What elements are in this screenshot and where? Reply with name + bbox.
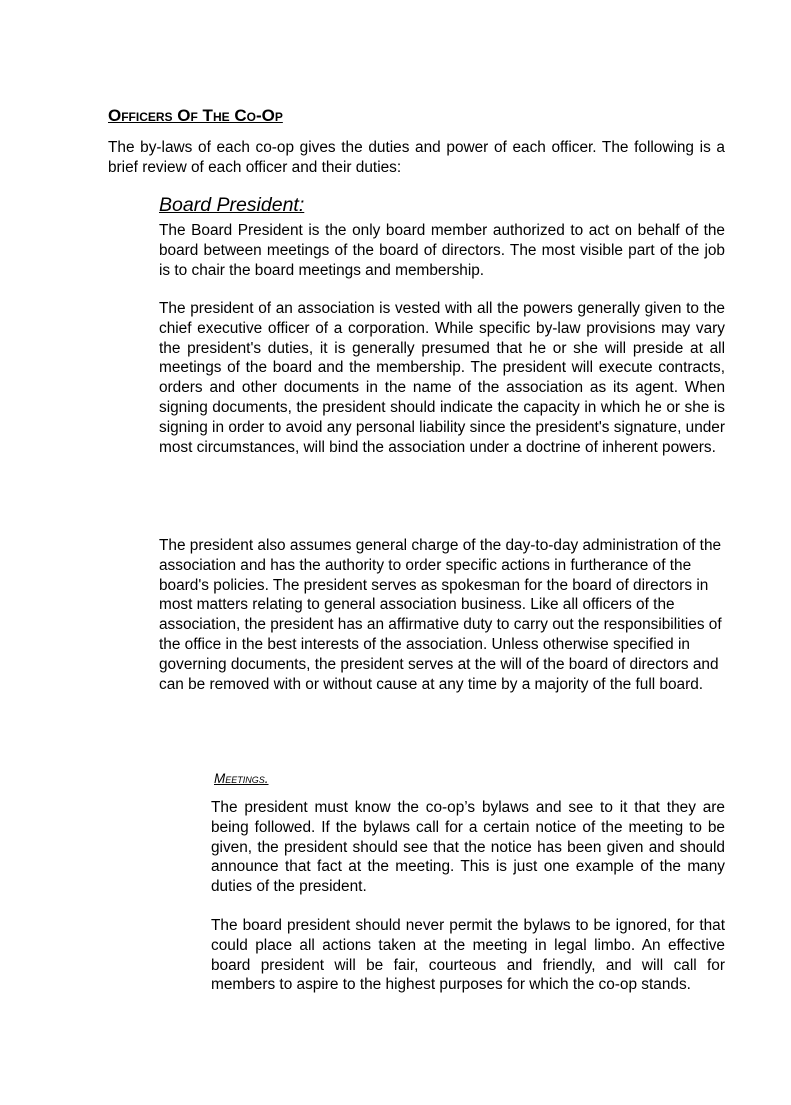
board-president-paragraph-3: The president also assumes general charge of the day-to-day administration of the association and has the authority to order specific actions in furtherance of the board's policies. The president serves as spokesman for the board of directors in most matters relating to general association business. Like all officers of the association, the president has an affirmative duty to carry out the responsibilities of the office in the best interests of the association. Unless otherwise specified in governing documents, the president serves at the will of the board of directors and can be removed with or without cause at any time by a majority of the full board. — [159, 537, 722, 693]
intro-paragraph: The by-laws of each co-op gives the duties and power of each officer. The following is a brief review of each officer and their duties: — [108, 139, 725, 176]
meetings-paragraph-1: The president must know the co-op’s bylaws and see to it that they are being followed. If the bylaws call for a certain notice of the meeting to be given, the president should see that the notice has been given and should announce that fact at the meeting. This is just one example of the many duties of the president. — [211, 799, 725, 896]
board-president-heading: Board President: — [159, 194, 305, 216]
meetings-heading: Meetings. — [214, 771, 269, 786]
board-president-paragraph-2: The president of an association is vested with all the powers generally given to the chief executive officer of a corporation. While specific by-law provisions may vary the president's duties, it is generally presumed that he or she will preside at all meetings of the board and the membership. The president will execute contracts, orders and other documents in the name of the association as its agent. When signing documents, the president should indicate the capacity in which he or she is signing in order to avoid any personal liability since the president's signature, under most circumstances, will bind the association under a doctrine of inherent powers. — [159, 300, 725, 456]
section-heading: Officers Of The Co-Op — [108, 106, 283, 125]
meetings-paragraph-2: The board president should never permit the bylaws to be ignored, for that could place all actions taken at the meeting in legal limbo. An effective board president will be fair, courteous and friendly, and will call for members to aspire to the highest purposes for which the co-op stands. — [211, 917, 725, 994]
board-president-paragraph-1: The Board President is the only board member authorized to act on behalf of the board between meetings of the board of directors. The most visible part of the job is to chair the board meetings and membership. — [159, 222, 725, 279]
